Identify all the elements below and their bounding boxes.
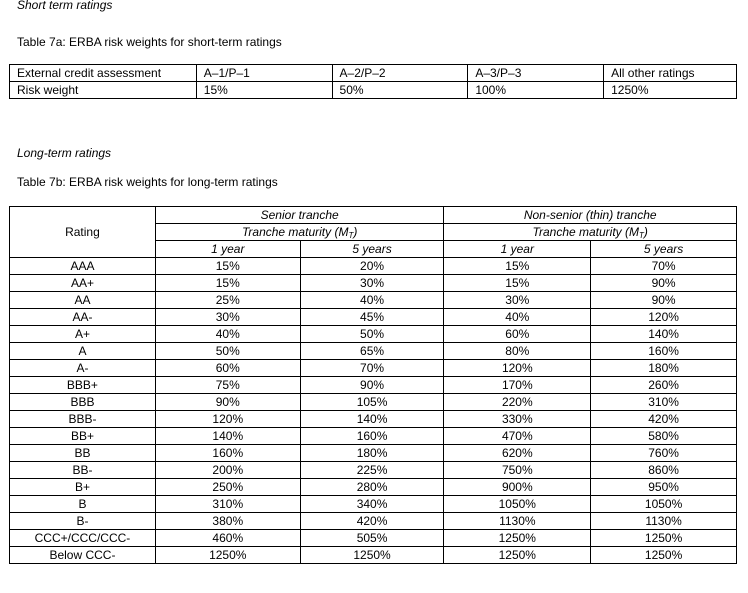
risk-weight-cell: 1250% bbox=[444, 530, 591, 547]
rating-cell: BBB- bbox=[10, 411, 156, 428]
rating-cell: AA bbox=[10, 292, 156, 309]
risk-weight-cell: 1050% bbox=[444, 496, 591, 513]
risk-weight-cell: 460% bbox=[155, 530, 300, 547]
table-7a-row-risk-weight bbox=[10, 82, 737, 99]
table-7a bbox=[9, 64, 737, 99]
table-row bbox=[10, 479, 737, 496]
rating-cell: Below CCC- bbox=[10, 547, 156, 564]
rating-cell: AAA bbox=[10, 258, 156, 275]
non-senior-1-year-header: 1 year bbox=[444, 241, 591, 258]
table-row bbox=[10, 377, 737, 394]
table-row bbox=[10, 445, 737, 462]
table-row bbox=[10, 496, 737, 513]
risk-weight-cell: 280% bbox=[300, 479, 444, 496]
rating-cell: B- bbox=[10, 513, 156, 530]
rating-cell: A- bbox=[10, 360, 156, 377]
risk-weight-cell: 760% bbox=[591, 445, 737, 462]
rating-cell: AA+ bbox=[10, 275, 156, 292]
risk-weight-cell: 620% bbox=[444, 445, 591, 462]
senior-maturity-header: Tranche maturity $(M_T)$ bbox=[155, 224, 444, 241]
risk-weight-cell: 90% bbox=[300, 377, 444, 394]
risk-weight-cell: 1250% bbox=[591, 530, 737, 547]
risk-weight-cell: 45% bbox=[300, 309, 444, 326]
risk-weight-cell: 15% bbox=[155, 275, 300, 292]
risk-weight-cell: 120% bbox=[155, 411, 300, 428]
senior-5-years-header: 5 years bbox=[300, 241, 444, 258]
risk-weight-cell: 160% bbox=[591, 343, 737, 360]
rating-cell: B bbox=[10, 496, 156, 513]
table-row bbox=[10, 326, 737, 343]
table-7b-caption: Table 7b: ERBA risk weights for long-term ratings bbox=[17, 175, 278, 189]
risk-weight-cell: 70% bbox=[300, 360, 444, 377]
rating-cell: CCC+/CCC/CCC- bbox=[10, 530, 156, 547]
table-row bbox=[10, 275, 737, 292]
risk-weight-cell: 30% bbox=[300, 275, 444, 292]
risk-weight-cell: 420% bbox=[300, 513, 444, 530]
risk-weight-cell: 15% bbox=[155, 258, 300, 275]
rating-cell: BB- bbox=[10, 462, 156, 479]
risk-weight-cell: 30% bbox=[155, 309, 300, 326]
table-row bbox=[10, 530, 737, 547]
risk-weight-cell: 25% bbox=[155, 292, 300, 309]
risk-weight-cell: 1250% bbox=[155, 547, 300, 564]
risk-weight-cell: 310% bbox=[591, 394, 737, 411]
table-row bbox=[10, 360, 737, 377]
table-row bbox=[10, 513, 737, 530]
risk-weight-cell: 50% bbox=[155, 343, 300, 360]
risk-weight-cell: 30% bbox=[444, 292, 591, 309]
table-7a-caption: Table 7a: ERBA risk weights for short-term ratings bbox=[17, 35, 282, 49]
risk-weight-cell: 1050% bbox=[591, 496, 737, 513]
rating-cell: BBB+ bbox=[10, 377, 156, 394]
table-7b bbox=[9, 206, 737, 564]
table-7a-row-assessment bbox=[10, 65, 737, 82]
risk-weight-cell: 225% bbox=[300, 462, 444, 479]
table-cell: External credit assessment bbox=[10, 65, 197, 82]
risk-weight-cell: 160% bbox=[155, 445, 300, 462]
table-7b-body bbox=[10, 258, 737, 564]
table-row bbox=[10, 394, 737, 411]
risk-weight-cell: 900% bbox=[444, 479, 591, 496]
table-row bbox=[10, 292, 737, 309]
risk-weight-cell: 1130% bbox=[591, 513, 737, 530]
risk-weight-cell: 60% bbox=[444, 326, 591, 343]
table-cell: A–3/P–3 bbox=[468, 65, 604, 82]
risk-weight-cell: 140% bbox=[300, 411, 444, 428]
table-cell: 100% bbox=[468, 82, 604, 99]
table-cell: 50% bbox=[332, 82, 468, 99]
risk-weight-cell: 15% bbox=[444, 258, 591, 275]
rating-cell: BBB bbox=[10, 394, 156, 411]
senior-1-year-header: 1 year bbox=[155, 241, 300, 258]
risk-weight-cell: 200% bbox=[155, 462, 300, 479]
rating-cell: A+ bbox=[10, 326, 156, 343]
non-senior-maturity-header: Tranche maturity $(M_T)$ bbox=[444, 224, 737, 241]
table-row bbox=[10, 462, 737, 479]
risk-weight-cell: 180% bbox=[300, 445, 444, 462]
risk-weight-cell: 950% bbox=[591, 479, 737, 496]
risk-weight-cell: 470% bbox=[444, 428, 591, 445]
short-term-heading: Short term ratings bbox=[17, 0, 113, 12]
risk-weight-cell: 80% bbox=[444, 343, 591, 360]
risk-weight-cell: 310% bbox=[155, 496, 300, 513]
risk-weight-cell: 105% bbox=[300, 394, 444, 411]
risk-weight-cell: 505% bbox=[300, 530, 444, 547]
long-term-heading: Long-term ratings bbox=[17, 146, 112, 160]
risk-weight-cell: 260% bbox=[591, 377, 737, 394]
risk-weight-cell: 15% bbox=[444, 275, 591, 292]
risk-weight-cell: 140% bbox=[155, 428, 300, 445]
risk-weight-cell: 860% bbox=[591, 462, 737, 479]
risk-weight-cell: 380% bbox=[155, 513, 300, 530]
table-row bbox=[10, 428, 737, 445]
table-cell: All other ratings bbox=[604, 65, 737, 82]
rating-cell: A bbox=[10, 343, 156, 360]
risk-weight-cell: 75% bbox=[155, 377, 300, 394]
table-cell: 1250% bbox=[604, 82, 737, 99]
risk-weight-cell: 1130% bbox=[444, 513, 591, 530]
risk-weight-cell: 1250% bbox=[300, 547, 444, 564]
non-senior-5-years-header: 5 years bbox=[591, 241, 737, 258]
rating-cell: B+ bbox=[10, 479, 156, 496]
risk-weight-cell: 180% bbox=[591, 360, 737, 377]
risk-weight-cell: 580% bbox=[591, 428, 737, 445]
rating-cell: BB bbox=[10, 445, 156, 462]
risk-weight-cell: 40% bbox=[444, 309, 591, 326]
table-cell: A–1/P–1 bbox=[196, 65, 332, 82]
risk-weight-cell: 160% bbox=[300, 428, 444, 445]
table-row bbox=[10, 309, 737, 326]
risk-weight-cell: 170% bbox=[444, 377, 591, 394]
risk-weight-cell: 250% bbox=[155, 479, 300, 496]
risk-weight-cell: 40% bbox=[300, 292, 444, 309]
risk-weight-cell: 60% bbox=[155, 360, 300, 377]
risk-weight-cell: 340% bbox=[300, 496, 444, 513]
non-senior-tranche-header: Non-senior (thin) tranche bbox=[444, 207, 737, 224]
rating-cell: BB+ bbox=[10, 428, 156, 445]
risk-weight-cell: 120% bbox=[444, 360, 591, 377]
risk-weight-cell: 120% bbox=[591, 309, 737, 326]
rating-cell: AA- bbox=[10, 309, 156, 326]
risk-weight-cell: 1250% bbox=[444, 547, 591, 564]
risk-weight-cell: 330% bbox=[444, 411, 591, 428]
table-7b-header-row bbox=[10, 207, 737, 224]
risk-weight-cell: 420% bbox=[591, 411, 737, 428]
senior-tranche-header: Senior tranche bbox=[155, 207, 444, 224]
table-cell: 15% bbox=[196, 82, 332, 99]
rating-header: Rating bbox=[10, 207, 156, 258]
risk-weight-cell: 90% bbox=[591, 275, 737, 292]
table-row bbox=[10, 547, 737, 564]
risk-weight-cell: 65% bbox=[300, 343, 444, 360]
risk-weight-cell: 90% bbox=[155, 394, 300, 411]
table-cell: Risk weight bbox=[10, 82, 197, 99]
table-row bbox=[10, 343, 737, 360]
risk-weight-cell: 90% bbox=[591, 292, 737, 309]
table-row bbox=[10, 411, 737, 428]
risk-weight-cell: 70% bbox=[591, 258, 737, 275]
risk-weight-cell: 220% bbox=[444, 394, 591, 411]
risk-weight-cell: 140% bbox=[591, 326, 737, 343]
risk-weight-cell: 750% bbox=[444, 462, 591, 479]
table-cell: A–2/P–2 bbox=[332, 65, 468, 82]
risk-weight-cell: 50% bbox=[300, 326, 444, 343]
risk-weight-cell: 40% bbox=[155, 326, 300, 343]
risk-weight-cell: 1250% bbox=[591, 547, 737, 564]
table-row bbox=[10, 258, 737, 275]
risk-weight-cell: 20% bbox=[300, 258, 444, 275]
